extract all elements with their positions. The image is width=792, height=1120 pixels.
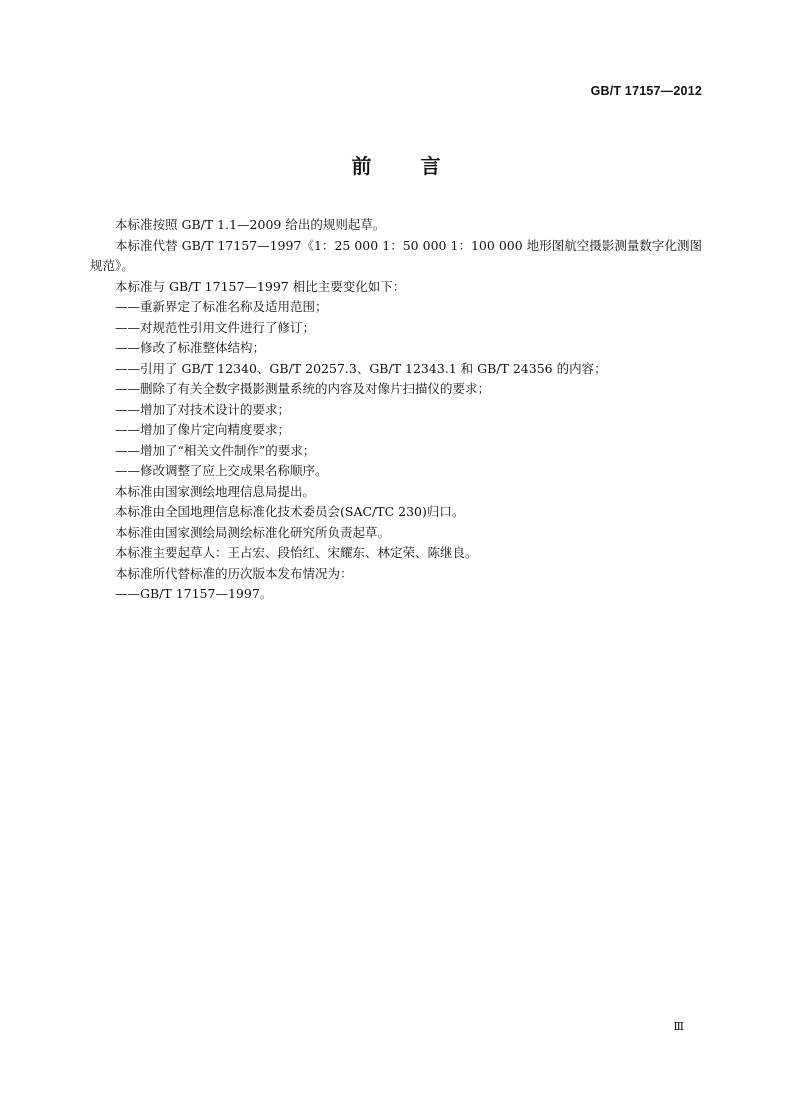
list-item: ——对规范性引用文件进行了修订； [115, 319, 316, 335]
list-item: ——增加了“相关文件制作”的要求； [115, 442, 316, 458]
list-item: ——增加了像片定向精度要求； [115, 422, 291, 437]
paragraph-changes-intro: 本标准与 GB/T 17157—1997 相比主要变化如下： [115, 278, 406, 294]
paragraph-proposer: 本标准由国家测绘地理信息局提出。 [115, 483, 316, 499]
list-item: ——删除了有关全数字摄影测量系统的内容及对像片扫描仪的要求； [115, 381, 491, 396]
paragraph-drafting-rules: 本标准按照 GB/T 1.1—2009 给出的规则起草。 [115, 217, 386, 232]
foreword-body [90, 215, 702, 605]
paragraph-drafters: 本标准主要起草人：王占宏、段怡红、宋耀东、林定荣、陈继良。 [115, 545, 478, 560]
paragraph-drafter-org: 本标准由国家测绘局测绘标准化研究所负责起草。 [115, 524, 391, 540]
page-title: 前 言 [351, 154, 441, 178]
standard-code: GB/T 17157—2012 [590, 84, 702, 98]
paragraph-history-intro: 本标准所代替标准的历次版本发布情况为： [115, 565, 353, 581]
list-item: ——修改调整了应上交成果名称顺序。 [115, 463, 328, 478]
page-number: Ⅲ [673, 1020, 684, 1033]
list-item: ——修改了标准整体结构； [115, 340, 266, 355]
paragraph-replaces: 本标准代替 GB/T 17157—1997《1：25 000 1：50 000 1：100 000 地形图航空摄影测量数字化测图规范》。 [90, 237, 702, 273]
list-item: ——重新界定了标准名称及适用范围； [115, 299, 328, 314]
list-item: ——GB/T 17157—1997。 [115, 586, 273, 601]
list-item: ——引用了 GB/T 12340、GB/T 20257.3、GB/T 12343.1 和 GB/T 24356 的内容； [115, 360, 607, 376]
list-item: ——增加了对技术设计的要求； [115, 401, 291, 417]
paragraph-centralized: 本标准由全国地理信息标准化技术委员会(SAC/TC 230)归口。 [115, 504, 465, 519]
